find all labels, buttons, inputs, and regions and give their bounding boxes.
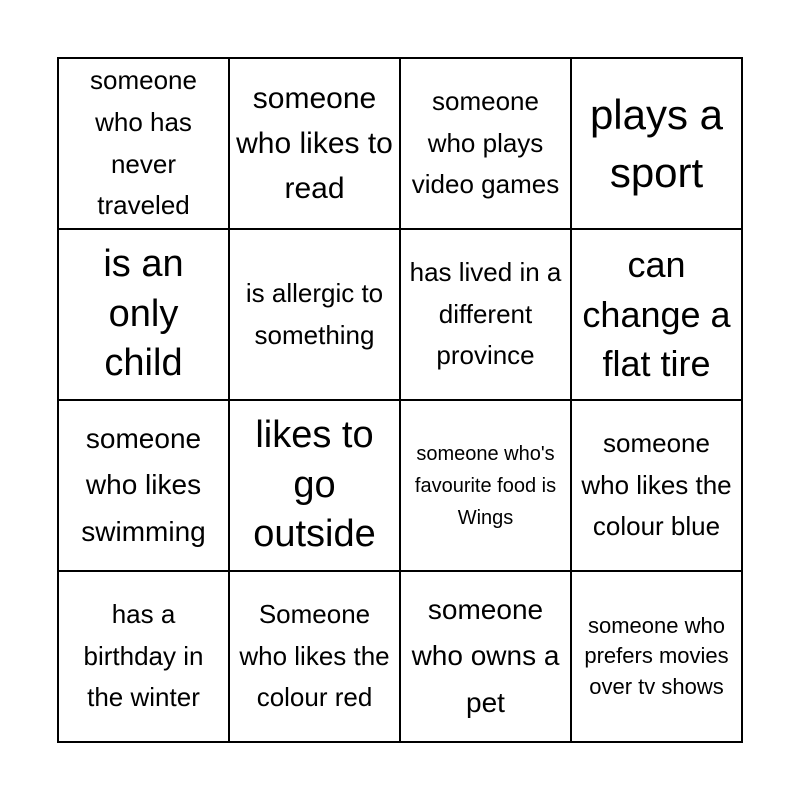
bingo-cell[interactable]: is allergic to something xyxy=(229,229,400,400)
bingo-cell[interactable]: someone who prefers movies over tv shows xyxy=(571,571,742,742)
bingo-cell[interactable]: someone who's favourite food is Wings xyxy=(400,400,571,571)
bingo-cell[interactable]: someone who likes swimming xyxy=(58,400,229,571)
bingo-cell[interactable]: can change a flat tire xyxy=(571,229,742,400)
bingo-cell[interactable]: has a birthday in the winter xyxy=(58,571,229,742)
bingo-board xyxy=(57,57,743,743)
bingo-cell[interactable]: someone who likes to read xyxy=(229,58,400,229)
bingo-cell[interactable]: someone who plays video games xyxy=(400,58,571,229)
bingo-cell[interactable]: has lived in a different province xyxy=(400,229,571,400)
bingo-cell[interactable]: plays a sport xyxy=(571,58,742,229)
bingo-cell[interactable]: Someone who likes the colour red xyxy=(229,571,400,742)
bingo-cell[interactable]: someone who likes the colour blue xyxy=(571,400,742,571)
bingo-cell[interactable]: someone who has never traveled xyxy=(58,58,229,229)
bingo-cell[interactable]: likes to go outside xyxy=(229,400,400,571)
bingo-cell[interactable]: is an only child xyxy=(58,229,229,400)
bingo-cell[interactable]: someone who owns a pet xyxy=(400,571,571,742)
